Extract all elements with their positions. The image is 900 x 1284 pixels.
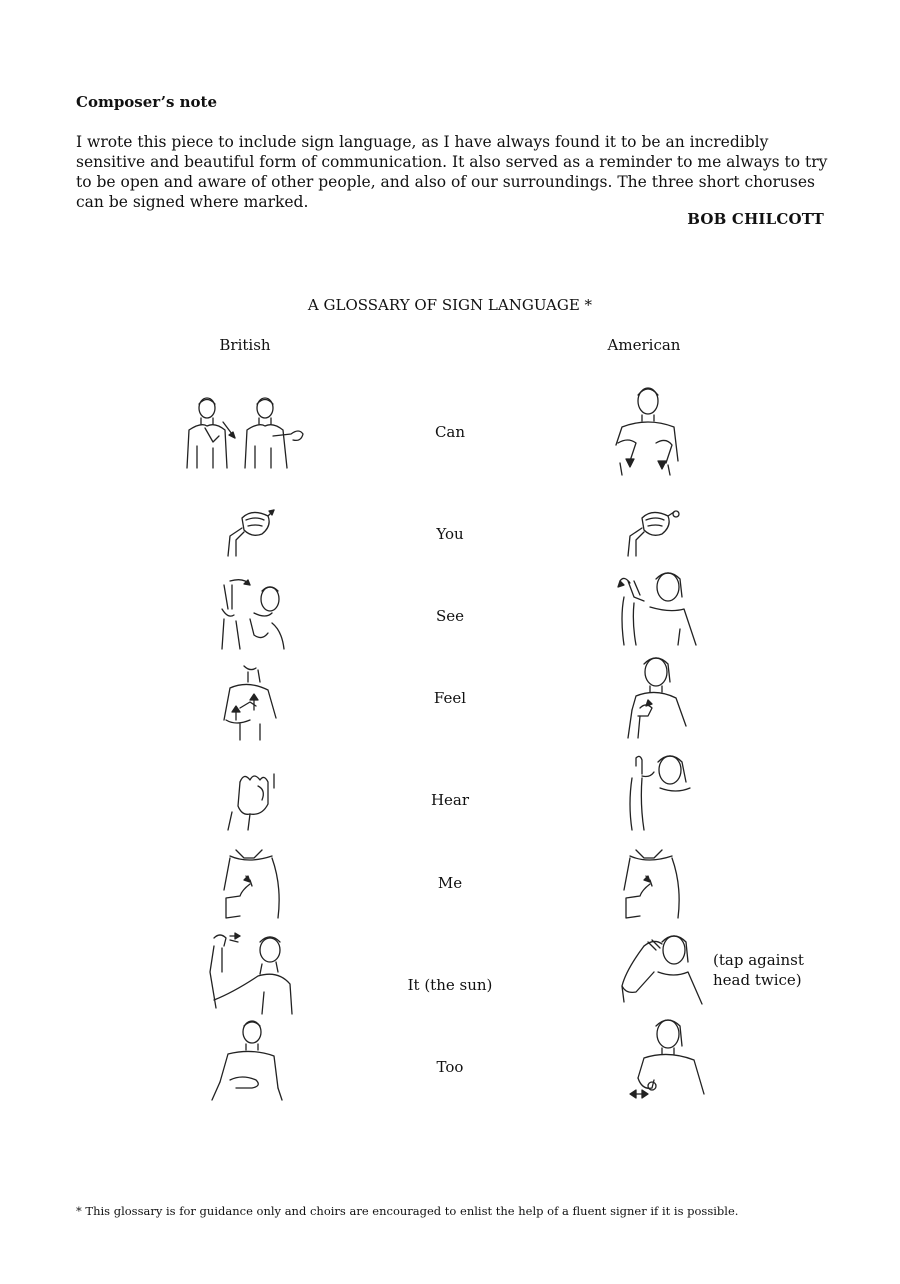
glossary-word-see: See (435, 607, 465, 625)
british-hear-sign-illustration (222, 768, 282, 832)
glossary-word-it-the-sun: It (the sun) (407, 976, 493, 994)
american-you-sign-illustration (622, 506, 682, 562)
british-you-sign-illustration (222, 506, 282, 562)
composers-note-text: I wrote this piece to include sign language, as I have always found it to be an incredibly sensitive and beautiful form of communication. It also served as a reminder to me always to try to be open and aware of other people, and also of our surroundings. The three short choruses can be signed where marked. (76, 133, 828, 211)
glossary-footnote: * This glossary is for guidance only and choirs are encouraged to enlist the help of a fluent signer if it is possible. (76, 1204, 739, 1218)
glossary-word-too: Too (436, 1058, 464, 1076)
british-column-label: British (219, 336, 271, 354)
british-see-sign-illustration (218, 575, 290, 653)
american-can-sign-illustration (608, 383, 688, 477)
british-it-the-sun-sign-illustration (204, 932, 300, 1016)
british-too-sign-illustration (206, 1018, 294, 1104)
british-me-sign-illustration (220, 846, 288, 922)
glossary-title: A GLOSSARY OF SIGN LANGUAGE * (307, 296, 593, 314)
american-see-sign-illustration (610, 567, 698, 649)
author-name: BOB CHILCOTT (687, 210, 824, 228)
american-it-the-sun-sign-illustration (618, 930, 708, 1008)
glossary-word-feel: Feel (433, 689, 467, 707)
british-can-sign-illustration (183, 392, 313, 474)
glossary-word-can: Can (434, 423, 466, 441)
composers-note-heading: Composer’s note (76, 93, 218, 111)
glossary-word-me: Me (437, 874, 463, 892)
tap-instruction-note: (tap against head twice) (713, 951, 804, 989)
american-feel-sign-illustration (610, 654, 690, 744)
glossary-word-you: You (436, 525, 464, 543)
glossary-word-hear: Hear (430, 791, 470, 809)
american-me-sign-illustration (620, 846, 688, 922)
british-feel-sign-illustration (220, 664, 288, 742)
american-too-sign-illustration (624, 1014, 710, 1106)
american-column-label: American (607, 336, 681, 354)
american-hear-sign-illustration (620, 748, 696, 832)
